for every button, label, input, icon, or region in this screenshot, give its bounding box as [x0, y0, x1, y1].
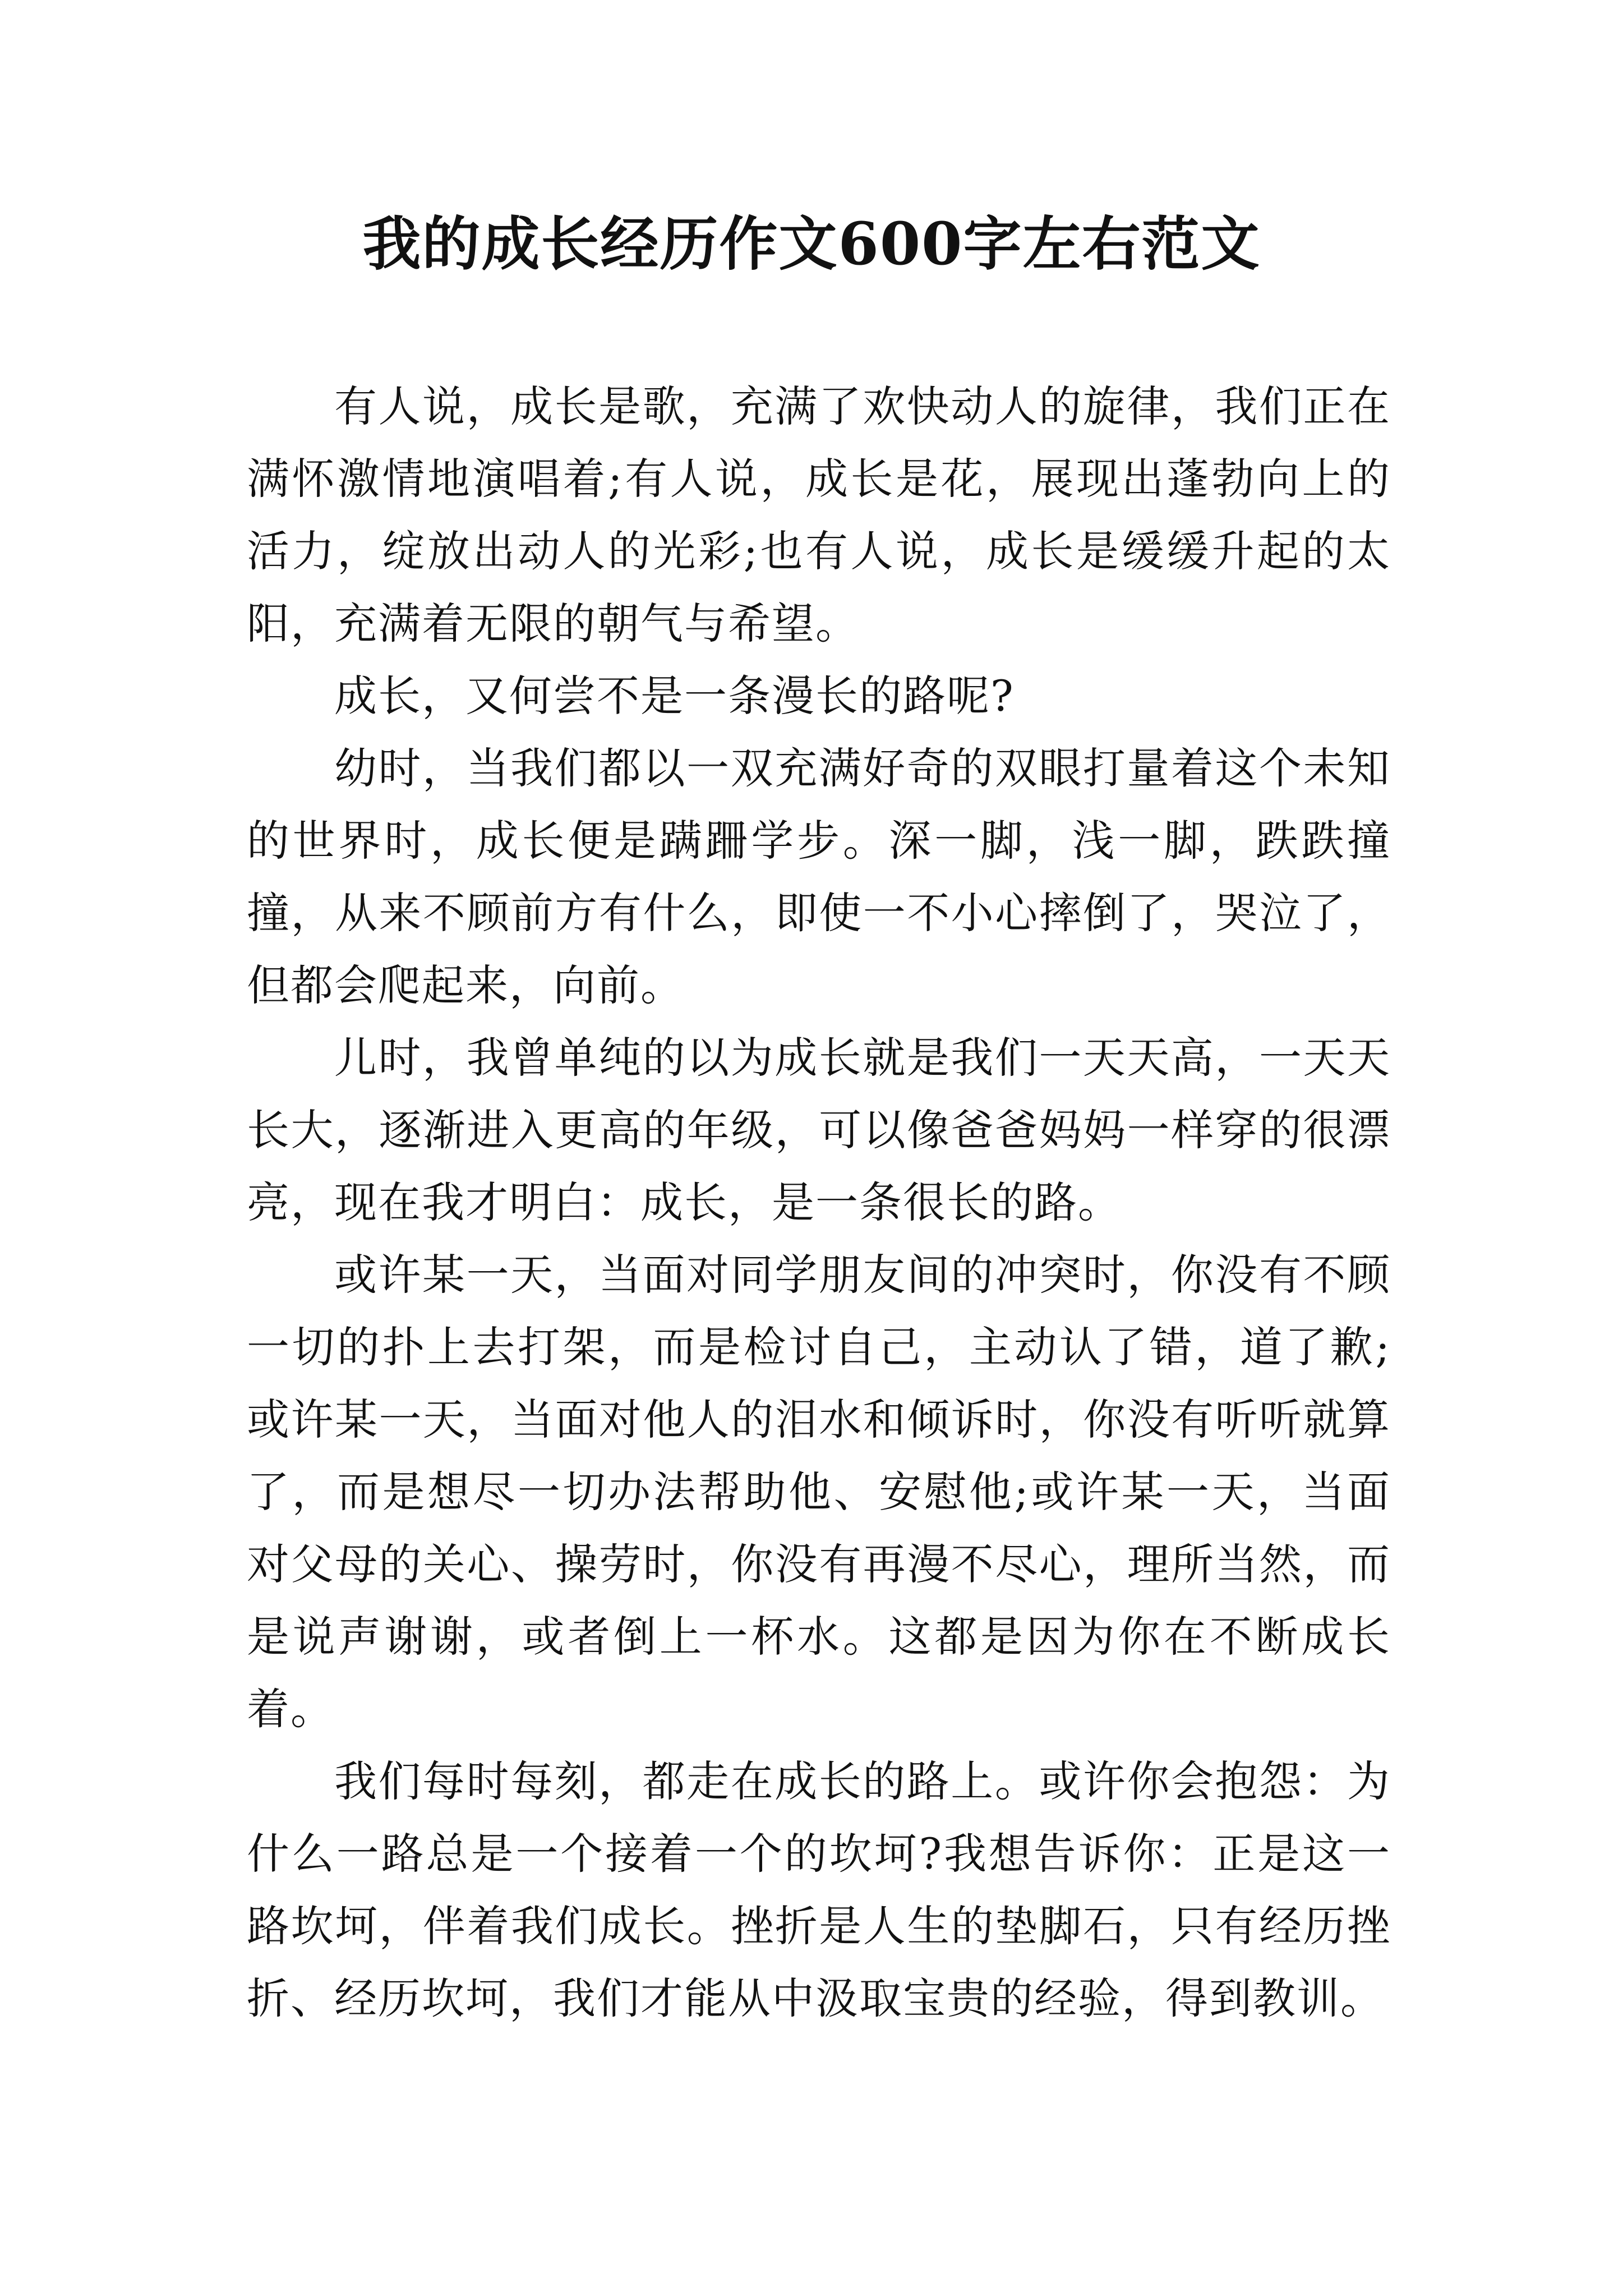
document-body: [247, 370, 1391, 2035]
paragraph-2: 成长，又何尝不是一条漫长的路呢?: [334, 671, 1015, 721]
document-title: 我的成长经历作文600字左右范文: [362, 209, 1261, 278]
paragraph-5: 或许某一天，当面对同学朋友间的冲突时，你没有不顾一切的扑上去打架，而是检讨自己，主动认了错，道了歉;或许某一天，当面对他人的泪水和倾诉时，你没有听听就算了，而是想尽一切办法帮助他、安慰他;或许某一天，当面对父母的关心、操劳时，你没有再漫不尽心，理所当然，而是说声谢谢，或者倒上一杯水。这都是因为你在不断成长着。: [247, 1250, 1391, 1734]
paragraph-4: 儿时，我曾单纯的以为成长就是我们一天天高，一天天长大，逐渐进入更高的年级，可以像爸爸妈妈一样穿的很漂亮，现在我才明白：成长，是一条很长的路。: [247, 1033, 1391, 1227]
paragraph-6: 我们每时每刻，都走在成长的路上。或许你会抱怨：为什么一路总是一个接着一个的坎坷?我想告诉你：正是这一路坎坷，伴着我们成长。挫折是人生的垫脚石，只有经历挫折、经历坎坷，我们才能从中汲取宝贵的经验，得到教训。: [247, 1756, 1391, 2023]
paragraph-1: 有人说，成长是歌，充满了欢快动人的旋律，我们正在满怀激情地演唱着;有人说，成长是花，展现出蓬勃向上的活力，绽放出动人的光彩;也有人说，成长是缓缓升起的太阳，充满着无限的朝气与希望。: [247, 381, 1391, 648]
paragraph-3: 幼时，当我们都以一双充满好奇的双眼打量着这个未知的世界时，成长便是蹒跚学步。深一脚，浅一脚，跌跌撞撞，从来不顾前方有什么，即使一不小心摔倒了，哭泣了，但都会爬起来，向前。: [247, 743, 1391, 1010]
